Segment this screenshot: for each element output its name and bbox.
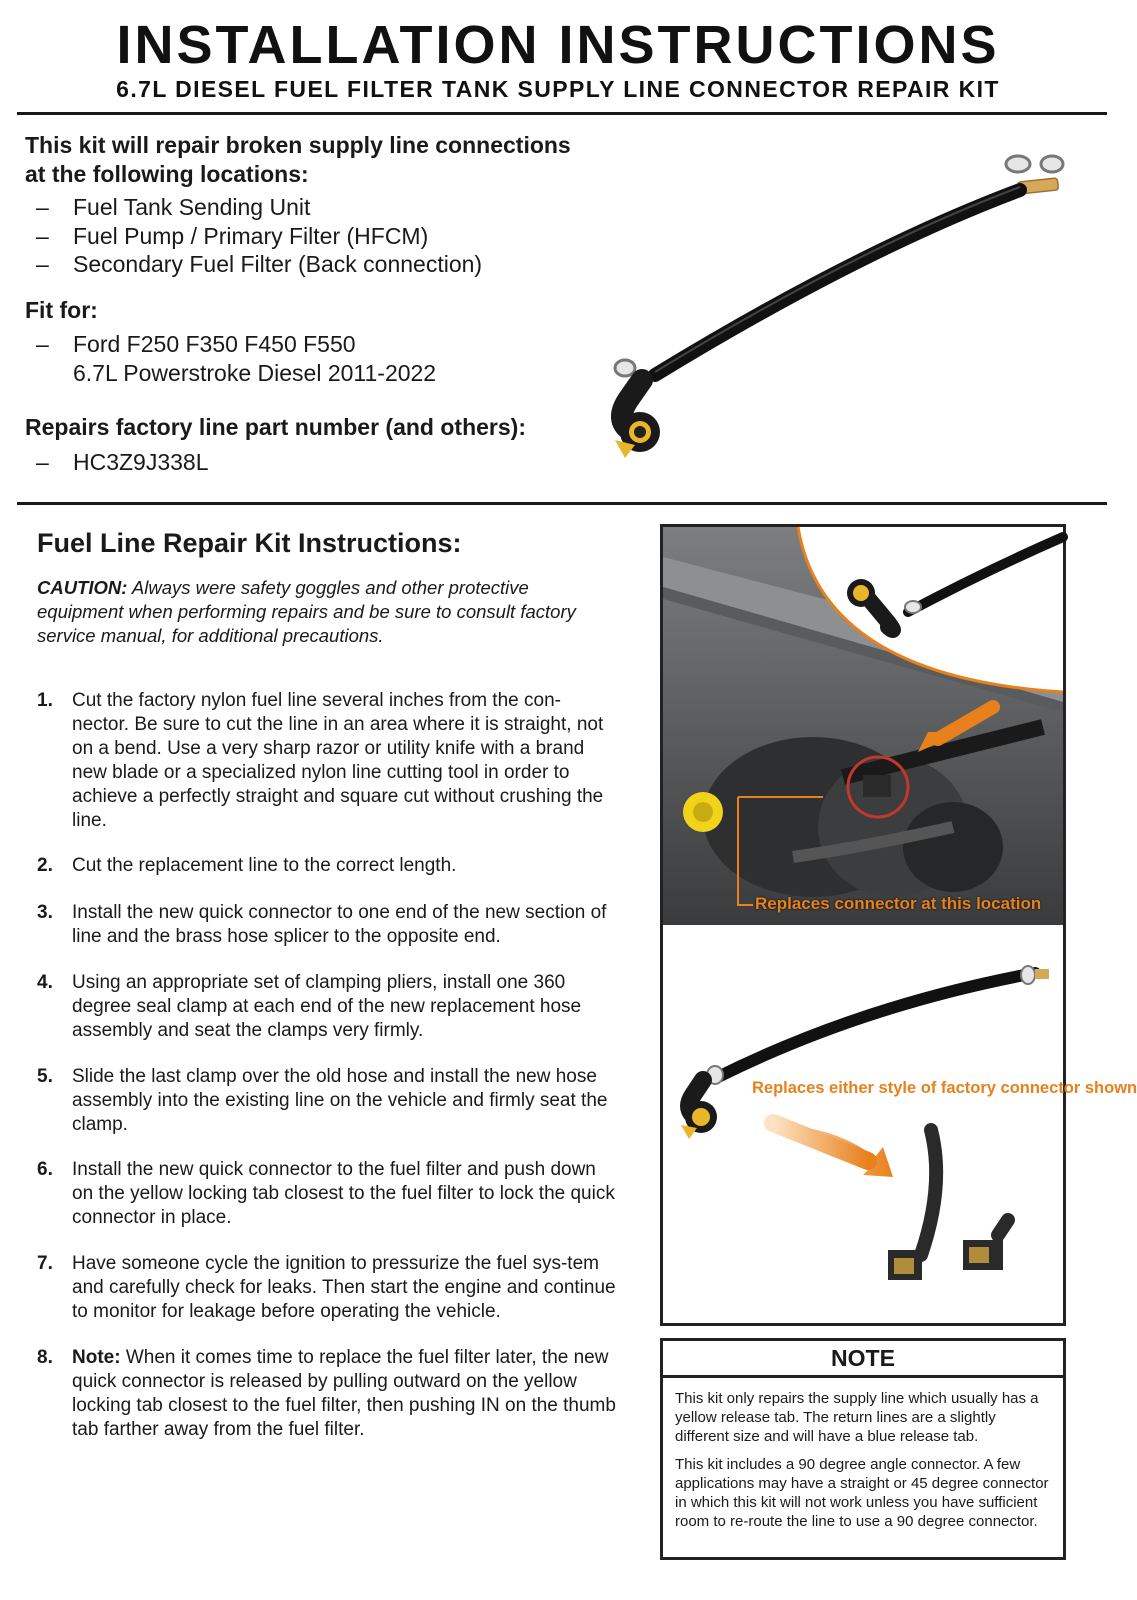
step-number: 5. [37,1066,53,1087]
step-text: Install the new quick connector to one end of the new section of line and the brass hose splicer to the opposite end. [72,902,607,947]
step-text [72,1346,617,1442]
locations-heading-line2: at the following locations: [25,161,309,187]
instruction-step [37,971,617,1043]
hose-kit-illustration [600,140,1080,480]
step-number: 1. [37,690,53,711]
instruction-step [37,901,617,949]
dash-bullet: – [36,449,49,475]
connector-styles-caption: Replaces either style of factory connector shown [752,1079,1137,1097]
fit-item-engine [0,359,640,388]
fit-item [0,330,640,359]
part-number-item [0,448,640,477]
note-box [660,1338,1066,1560]
location-item [0,193,640,222]
page-subtitle: 6.7L DIESEL FUEL FILTER TANK SUPPLY LINE CONNECTOR REPAIR KIT [116,76,1000,102]
instructions-heading: Fuel Line Repair Kit Instructions: [37,528,462,558]
header-divider [17,112,1107,115]
step-text: Install the new quick connector to the fuel filter and push down on the yellow locking tab closest to the fuel filter to lock the quick connector in place. [72,1159,615,1228]
location-label: Secondary Fuel Filter (Back connection) [73,251,483,277]
connector-styles-photo [660,925,1137,1326]
fit-engine: 6.7L Powerstroke Diesel 2011-2022 [73,360,437,386]
instruction-step [37,854,617,878]
page-title: INSTALLATION INSTRUCTIONS [116,15,1000,75]
repairs-heading: Repairs factory line part number (and others): [25,414,526,440]
location-label: Fuel Tank Sending Unit [73,194,311,220]
step-number: 6. [37,1159,53,1180]
note-paragraph: This kit includes a 90 degree angle connector. A few applications may have a straight or 45 degree connector in which this kit will not work unless you have sufficient room to re-route the line to use a 90 degree connector. [675,1456,1049,1530]
instruction-step [37,1252,617,1324]
step-text: Cut the factory nylon fuel line several inches from the con-nector. Be sure to cut the line in an area where it is straight, not on a bend. Use a very sharp razor or utility knife with a brand new blade or a specialized nylon line cutting tool in order to achieve a perfectly straight and square cut without crushing the line. [72,690,604,831]
note-paragraph: This kit only repairs the supply line which usually has a yellow release tab. The return lines are a slightly different size and will have a blue release tab. [675,1390,1039,1445]
section-divider [17,502,1107,505]
caution-body: Always were safety goggles and other protective equipment when performing repairs and be sure to consult factory service manual, for additional precautions. [37,577,576,646]
step-text: Cut the replacement line to the correct length. [72,855,457,876]
locations-heading-line1: This kit will repair broken supply line connections [25,132,571,158]
dash-bullet: – [36,194,49,220]
step-text: Using an appropriate set of clamping pliers, install one 360 degree seal clamp at each end of the new replacement hose assembly and seat the clamps very firmly. [72,972,582,1041]
engine-bay-image [663,527,1063,925]
fit-heading: Fit for: [25,297,98,323]
note-text: When it comes time to replace the fuel filter later, the new quick connector is released by pulling outward on the yellow locking tab closest to the fuel filter, then pushing IN on the thumb tab farther away from the fuel filter. [72,1347,616,1440]
instruction-step [37,1065,617,1137]
connector-styles-image [663,925,1063,1323]
step-text: Have someone cycle the ignition to pressurize the fuel sys-tem and carefully check for leaks. Then start the engine and continue to monitor for leakage before operating the vehicle. [72,1253,616,1322]
instruction-step [37,1158,617,1230]
location-item [0,250,640,279]
dash-bullet: – [36,251,49,277]
step-number: 4. [37,972,53,993]
caution-text [37,576,597,648]
instruction-step [37,689,617,833]
step-number: 7. [37,1253,53,1274]
caution-label: CAUTION: [37,577,128,598]
step-text: Slide the last clamp over the old hose and install the new hose assembly into the existing line on the vehicle and firmly seat the clamp. [72,1066,608,1135]
engine-bay-photo [660,524,1066,928]
instruction-step [37,1346,617,1442]
fit-models: Ford F250 F350 F450 F550 [73,331,356,357]
location-item [0,222,640,251]
engine-bay-caption: Replaces connector at this location [755,894,1042,913]
dash-bullet: – [36,331,49,357]
step-number: 8. [37,1347,53,1368]
location-label: Fuel Pump / Primary Filter (HFCM) [73,223,429,249]
step-number: 3. [37,902,53,923]
dash-bullet: – [36,223,49,249]
step-number: 2. [37,855,53,876]
note-label: Note: [72,1347,121,1368]
note-title: NOTE [663,1341,1063,1378]
part-number: HC3Z9J338L [73,449,209,475]
